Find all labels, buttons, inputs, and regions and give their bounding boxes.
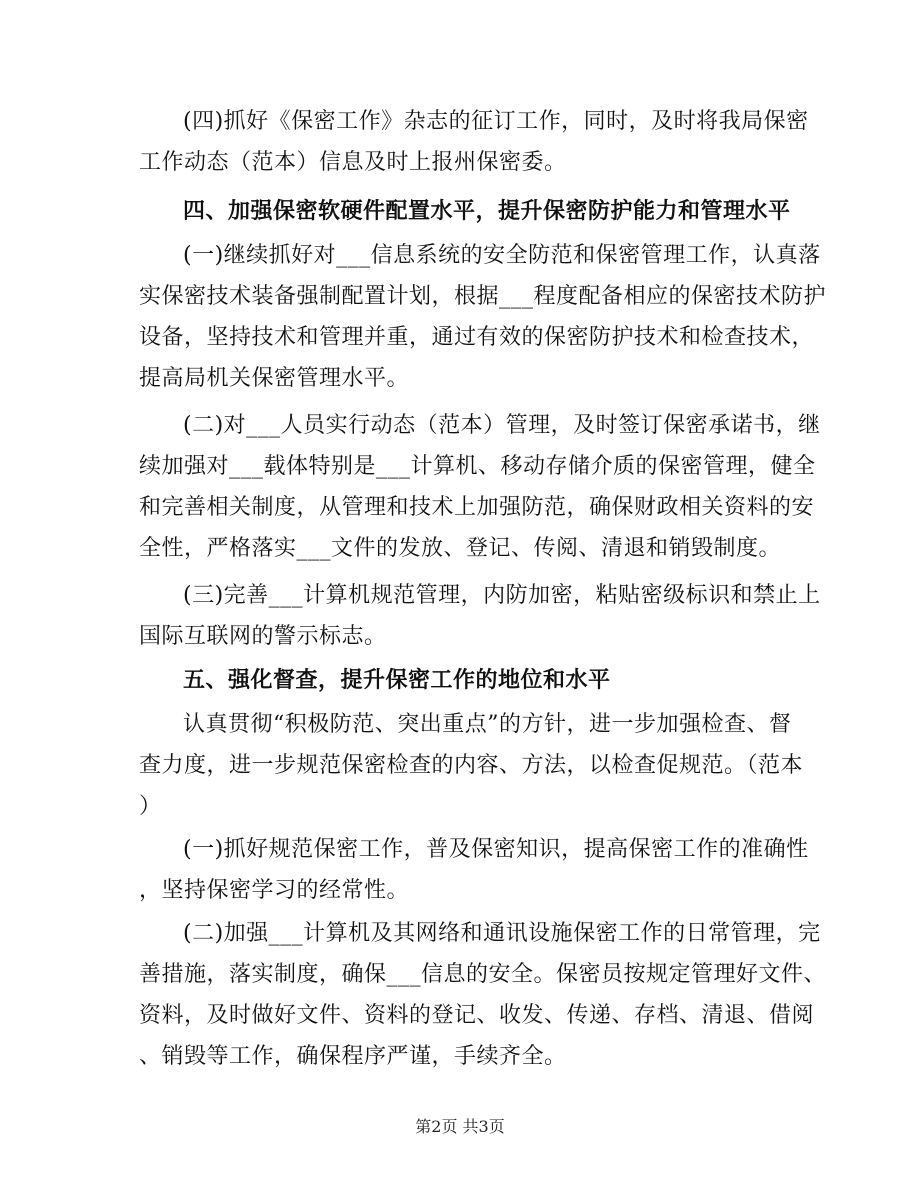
text-line: 实保密技术装备强制配置计划，根据___程度配备相应的保密技术防护	[139, 284, 827, 309]
text-line: ，坚持保密学习的经常性。	[139, 878, 410, 903]
paragraph-2-personnel	[139, 405, 821, 569]
text-line: (三)完善___计算机规范管理，内防加密，粘贴密级标识和禁止上	[183, 583, 821, 608]
text-line: (二)加强___计算机及其网络和通讯设施保密工作的日常管理，完	[183, 921, 821, 946]
paragraph-2-daily-management	[139, 913, 827, 1077]
heading-text: 五、强化督查，提升保密工作的地位和水平	[183, 667, 611, 693]
paragraph-1-standardize	[139, 829, 809, 911]
heading-text: 四、加强保密软硬件配置水平，提升保密防护能力和管理水平	[183, 198, 791, 224]
text-line: (一)继续抓好对___信息系统的安全防范和保密管理工作，认真落	[183, 243, 821, 268]
text-line: 续加强对___载体特别是___计算机、移动存储介质的保密管理，健全	[139, 454, 816, 479]
text-line: 查力度，进一步规范保密检查的内容、方法，以检查促规范。（范本	[139, 753, 804, 778]
text-line: 全性，严格落实___文件的发放、登记、传阅、清退和销毁制度。	[139, 536, 782, 561]
text-line: 设备，坚持技术和管理并重，通过有效的保密防护技术和检查技术，	[139, 325, 815, 350]
text-line: 认真贯彻“积极防范、突出重点”的方针，进一步加强检查、督	[183, 712, 792, 737]
page-number-footer: 第2页 共3页	[415, 1117, 505, 1136]
text-line: (一)抓好规范保密工作，普及保密知识，提高保密工作的准确性	[183, 837, 809, 862]
section-heading-4	[139, 191, 791, 232]
paragraph-1-info-system	[139, 235, 827, 399]
section-heading-5	[139, 660, 784, 701]
text-line: 资料，及时做好文件、资料的登记、收发、传递、存档、清退、借阅	[139, 1003, 815, 1028]
text-line: 、销毁等工作，确保程序严谨，手续齐全。	[139, 1044, 567, 1069]
text-line: 提高局机关保密管理水平。	[139, 366, 410, 391]
text-line: 工作动态（范本）信息及时上报州保密委。	[139, 150, 567, 175]
text-line: ）	[139, 794, 162, 819]
text-line: 善措施，落实制度，确保___信息的安全。保密员按规定管理好文件、	[139, 962, 827, 987]
paragraph-4-subscription	[139, 101, 809, 183]
text-line: 国际互联网的警示标志。	[139, 624, 387, 649]
text-line: (四)抓好《保密工作》杂志的征订工作，同时，及时将我局保密	[183, 109, 809, 134]
text-line: 和完善相关制度，从管理和技术上加强防范，确保财政相关资料的安	[139, 495, 815, 520]
text-line: (二)对___人员实行动态（范本）管理，及时签订保密承诺书，继	[183, 413, 821, 438]
paragraph-3-computers	[139, 575, 821, 657]
paragraph-supervision-intro	[139, 704, 804, 827]
